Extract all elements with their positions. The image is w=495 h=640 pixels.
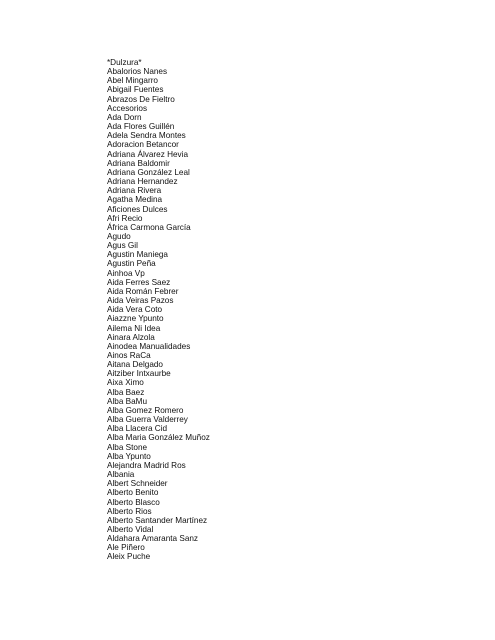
- list-item: Albert Schneider: [107, 479, 168, 489]
- name-list: [107, 58, 210, 562]
- list-item: Albania: [107, 470, 135, 480]
- list-item: Alba Stone: [107, 442, 148, 452]
- list-item: Agustin Peña: [107, 259, 156, 269]
- list-item: África Carmona García: [107, 222, 191, 232]
- list-item: Aficiones Dulces: [107, 204, 168, 214]
- list-item: Afri Recio: [107, 213, 143, 223]
- list-item: Alba Llacera Cid: [107, 424, 168, 434]
- list-item: Alba Guerra Valderrey: [107, 415, 188, 425]
- list-item: Agustin Maniega: [107, 250, 168, 260]
- list-item: Ainara Alzola: [107, 332, 155, 342]
- list-item: Adriana Baldomir: [107, 158, 170, 168]
- list-item: Agatha Medina: [107, 195, 163, 205]
- list-item: Ailema Ni Idea: [107, 323, 161, 333]
- list-item: Alba Gomez Romero: [107, 405, 184, 415]
- list-item: Aida Vera Coto: [107, 305, 163, 315]
- list-item: Aixa Ximo: [107, 378, 144, 388]
- list-item: Agudo: [107, 231, 131, 241]
- list-item: Adriana González Leal: [107, 167, 190, 177]
- list-item: Abalorios Nanes: [107, 67, 168, 77]
- list-item: Aitziber Intxaurbe: [107, 369, 171, 379]
- list-item: Agus Gil: [107, 241, 138, 251]
- list-item: Adriana Álvarez Hevia: [107, 149, 189, 159]
- list-item: Ale Piñero: [107, 543, 145, 553]
- list-item: Alberto Santander Martínez: [107, 515, 208, 525]
- list-item: Aida Ferres Saez: [107, 277, 171, 287]
- list-item: Alberto Rios: [107, 506, 152, 516]
- list-item: Alberto Vidal: [107, 524, 154, 534]
- list-item: Aiazzne Ypunto: [107, 314, 164, 324]
- list-item: Adriana Hernandez: [107, 177, 178, 187]
- list-item: Alba Baez: [107, 387, 145, 397]
- list-item: Alba BaMu: [107, 396, 148, 406]
- list-item: Aldahara Amaranta Sanz: [107, 534, 199, 544]
- list-item: Aida Veiras Pazos: [107, 296, 174, 306]
- list-item: Abrazos De Fieltro: [107, 94, 175, 104]
- list-item: Adela Sendra Montes: [107, 131, 186, 141]
- list-item: Adriana Rivera: [107, 186, 162, 196]
- list-item: Ada Dorn: [107, 112, 142, 122]
- list-item: Aleix Puche: [107, 552, 151, 562]
- list-item: *Dulzura*: [107, 58, 142, 67]
- list-item: Abigail Fuentes: [107, 85, 164, 95]
- list-item: Alejandra Madrid Ros: [107, 460, 186, 470]
- list-item: Alberto Blasco: [107, 497, 160, 507]
- list-item: Abel Mingarro: [107, 76, 158, 86]
- list-item: Alba Maria González Muñoz: [107, 433, 210, 443]
- list-item: Ainos RaCa: [107, 351, 151, 360]
- list-item: Ainhoa Vp: [107, 268, 145, 278]
- list-item: Aida Román Febrer: [107, 286, 179, 296]
- list-item: Ainodea Manualidades: [107, 341, 191, 351]
- list-item: Adoracion Betancor: [107, 140, 179, 150]
- list-item: Aitana Delgado: [107, 360, 163, 370]
- list-item: Alba Ypunto: [107, 451, 151, 461]
- list-item: Accesorios: [107, 103, 148, 113]
- list-item: Ada Flores Guillén: [107, 122, 175, 132]
- list-item: Alberto Benito: [107, 488, 159, 498]
